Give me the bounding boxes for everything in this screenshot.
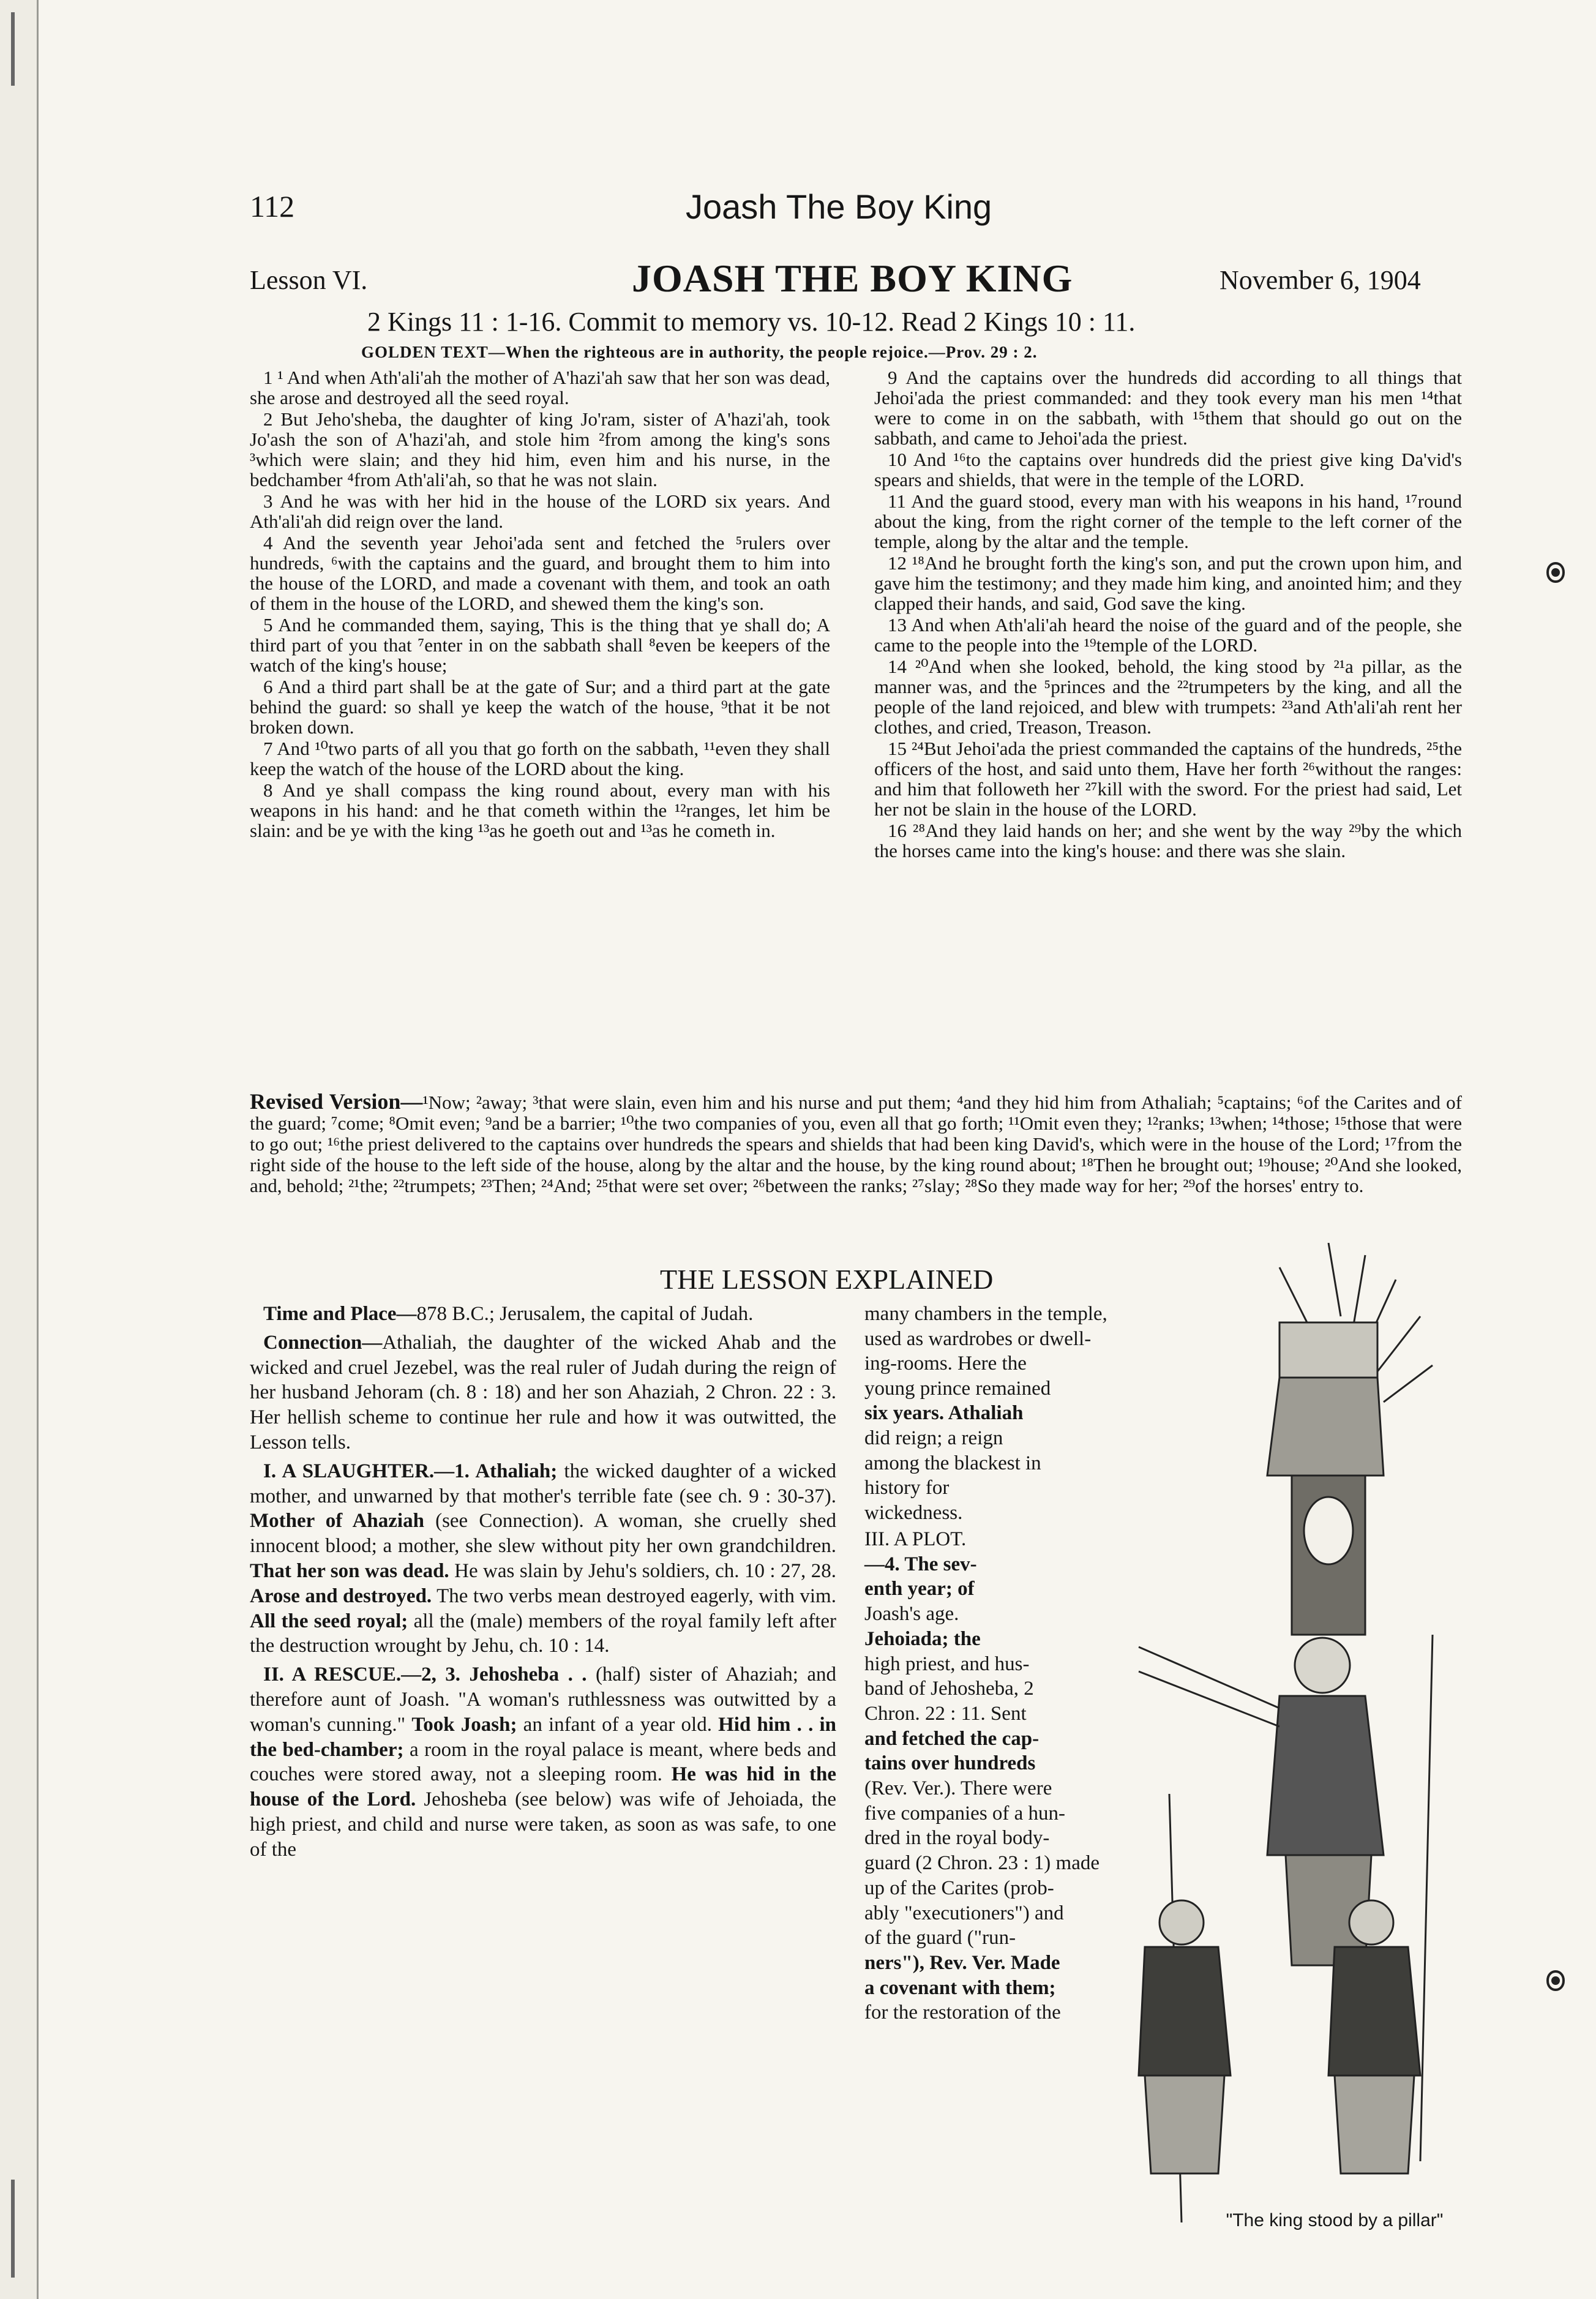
text-line: ners"), Rev. Ver. Made [864,1951,1060,1974]
margin-ornament-icon [1543,1962,1568,1999]
lesson-date: November 6, 1904 [1219,265,1421,295]
page-number: 112 [250,189,295,223]
text-line: used as wardrobes or dwell- [864,1327,1092,1350]
text-line: many chambers in the temple, [864,1303,1107,1325]
verse: 8 And ye shall compass the king round about, every man with his weapons in his hand: and he that cometh within the ¹²ranges, let him be slain: and be ye with the king ¹³as he goeth out and ¹³as he cometh in. [250,779,830,841]
running-head: Joash The Boy King [686,187,992,226]
text-line: of the guard ("run- [864,1927,1016,1949]
text-line: III. A PLOT. [864,1528,967,1550]
text-line: Joash's age. [864,1603,959,1626]
section-slaughter: I. A SLAUGHTER.—1. Athaliah; the wicked daughter of a wicked mother, and unwarned by that mother's terrible fate (see ch. 9 : 30-37). Mother of Ahaziah (see Connection). A woman, she cruelly shed innocent blood; a mother, she slew without pity her own grandchildren. That her son was dead. He was slain by Jehu's soldiers, ch. 10 : 27, 28. Arose and destroyed. The two verbs mean destroyed eagerly, with vim. All the seed royal; all the (male) members of the royal family left after the destruction wrought by Jehu, ch. 10 : 14. [250,1460,837,1657]
verse: 5 And he commanded them, saying, This is the thing that ye shall do; A third part of you that ⁷enter in on the sabbath shall ⁸even be keepers of the watch of the king's house; [250,614,830,676]
binding-edge [0,0,39,2299]
section-rescue: II. A RESCUE.—2, 3. Jehosheba . . (half) sister of Ahaziah; and therefore aunt of Joash. "A woman's ruthlessness was outwitted by a woman's cunning." Took Joash; an infant of a year old. Hid him . . in the bed-chamber; a room in the royal palace is meant, where beds and couches were stored away, not a sleeping room. He was hid in the house of the Lord. Jehosheba (see below) was wife of Jehoiada, the high priest, and child and nurse were taken, as soon as was safe, to one of the [250,1663,837,1861]
text-line: Jehoiada; the [864,1627,981,1650]
text-line: did reign; a reign [864,1427,1003,1449]
scripture-right-column [874,367,1462,862]
text-line: enth year; of [864,1578,975,1600]
scripture-left-column [250,367,830,842]
binding-mark [11,12,15,86]
text-line: five companies of a hun- [864,1802,1066,1825]
verse: 1 ¹ And when Ath'ali'ah the mother of A'hazi'ah saw that her son was dead, she arose and destroyed all the seed royal. [250,367,830,408]
verse: 14 ²⁰And when she looked, behold, the king stood by ²¹a pillar, as the manner was, and the ⁵princes and the ²²trumpeters by the king, and all the people of the land rejoiced, and blew with trumpets: ²³and Ath'ali'ah rent her clothes, and cried, Treason, Treason. [874,656,1462,738]
text-line: wickedness. [864,1501,963,1524]
text-line: ing-rooms. Here the [864,1352,1027,1375]
explanation-right-plot [864,1527,1100,2025]
binding-mark [11,2180,15,2278]
text-line: ably "executioners") and [864,1902,1064,1924]
verse: 13 And when Ath'ali'ah heard the noise of the guard and of the people, she came to the people into the ¹⁹temple of the LORD. [874,614,1462,656]
verse: 2 But Jeho'sheba, the daughter of king Jo'ram, sister of A'hazi'ah, took Jo'ash the son of A'hazi'ah, and stole him ²from among the king's sons ³which were slain; and they hid him, even him and his nurse, in the bedchamber ⁴from Ath'ali'ah, so that he was not slain. [250,408,830,490]
text-line: among the blackest in [864,1452,1041,1474]
text-line: up of the Carites (prob- [864,1877,1054,1899]
scripture-reference: 2 Kings 11 : 1-16. Commit to memory vs. 10-12. Read 2 Kings 10 : 11. [367,307,1136,337]
text-line: history for [864,1477,950,1499]
verse: 7 And ¹⁰two parts of all you that go forth on the sabbath, ¹¹even they shall keep the watch of the house of the LORD about the king. [250,738,830,779]
verse: 15 ²⁴But Jehoi'ada the priest commanded the captains of the hundreds, ²⁵the officers of the host, and said unto them, Have her forth ²⁶without the ranges: and him that followeth her ²⁷kill with the sword. For the priest had said, Let her not be slain in the house of the LORD. [874,738,1462,820]
text-line: guard (2 Chron. 23 : 1) made [864,1852,1100,1875]
revised-version-text: ¹Now; ²away; ³that were slain, even him and his nurse and put them; ⁴and they hid him from Athaliah; ⁵captains; ⁶of the Carites and of the guard; ⁷come; ⁸Omit even; ⁹and be a barrier; ¹⁰the two companies of you, even all that go forth; ¹¹Omit even they; ¹²ranks; ¹³when; ¹⁴those; ¹⁵those that were to go out; ¹⁶the priest delivered to the captains over hundreds the spears and shields that had been king David's, which were in the house of the Lord; ¹⁷from the right side of the house to the left side of the house, along by the altar and the house, by the king round about; ¹⁸Then he brought out; ¹⁹house; ²⁰And she looked, and, behold; ²¹the; ²²trumpets; ²³Then; ²⁴And; ²⁵that were set over; ²⁶between the ranks; ²⁷slay; ²⁸So they made way for her; ²⁹of the horses' entry to. [250,1092,1462,1196]
text-line: a covenant with them; [864,1976,1056,1999]
verse: 16 ²⁸And they laid hands on her; and she went by the way ²⁹by the which the horses came into the king's house: and there was she slain. [874,820,1462,861]
explanation-left-column [250,1302,836,1866]
verse: 12 ¹⁸And he brought forth the king's son, and put the crown upon him, and gave him the testimony; and they made him king, and anointed him; and they clapped their hands, and said, God save the king. [874,552,1462,614]
text-line: —4. The sev- [864,1553,977,1575]
text-line: and fetched the cap- [864,1727,1040,1750]
text-line: Chron. 22 : 11. Sent [864,1702,1027,1725]
verse: 11 And the guard stood, every man with his weapons in his hand, ¹⁷round about the king, from the right corner of the temple to the left corner of the temple, along by the altar and the temple. [874,490,1462,552]
golden-text: GOLDEN TEXT—When the righteous are in authority, the people rejoice.—Prov. 29 : 2. [361,343,1038,361]
king-by-pillar-illustration [1077,1243,1469,2222]
text-line: band of Jehosheba, 2 [864,1678,1034,1700]
lesson-label: Lesson VI. [250,265,368,295]
text-line: dred in the royal body- [864,1827,1050,1850]
verse: 6 And a third part shall be at the gate of Sur; and a third part at the gate behind the guard: so shall ye keep the watch of the house, ⁹that it be not broken down. [250,676,830,738]
time-and-place: Time and Place—878 B.C.; Jerusalem, the capital of Judah. [263,1303,754,1325]
lesson-title: JOASH THE BOY KING [632,257,1073,300]
verse: 4 And the seventh year Jehoi'ada sent and fetched the ⁵rulers over hundreds, ⁶with the captains and the guard, and brought them to him into the house of the LORD, and made a covenant with them, and took an oath of them in the house of the LORD, and shewed them the king's son. [250,532,830,614]
revised-version-label: Revised Version— [250,1089,423,1114]
illustration-caption: "The king stood by a pillar" [1226,2210,1444,2230]
connection: Connection—Athaliah, the daughter of the wicked Ahab and the wicked and cruel Jezebel, was the real ruler of Judah during the reign of her husband Jehoram (ch. 8 : 18) and her son Ahaziah, 2 Chron. 22 : 3. Her hellish scheme to continue her rule and how it was outwitted, the Lesson tells. [250,1331,836,1453]
text-line: six years. Athaliah [864,1402,1024,1425]
text-line: (Rev. Ver.). There were [864,1777,1052,1800]
text-line: for the restoration of the [864,2001,1061,2024]
text-line: tains over hundreds [864,1752,1036,1775]
revised-version-notes [250,1091,1462,1196]
verse: 3 And he was with her hid in the house of the LORD six years. And Ath'ali'ah did reign over the land. [250,490,830,532]
margin-ornament-icon [1543,554,1568,591]
verse: 9 And the captains over the hundreds did according to all things that Jehoi'ada the priest commanded: and they took every man his men ¹⁴that were to come in on the sabbath, with ¹⁵them that should go out on the sabbath, and came to Jehoi'ada the priest. [874,367,1462,449]
text-line: high priest, and hus- [864,1652,1030,1675]
verse: 10 And ¹⁶to the captains over hundreds did the priest give king Da'vid's spears and shields, that were in the temple of the LORD. [874,449,1462,490]
lesson-explained-heading: THE LESSON EXPLAINED [660,1264,994,1295]
text-line: young prince remained [864,1377,1051,1400]
